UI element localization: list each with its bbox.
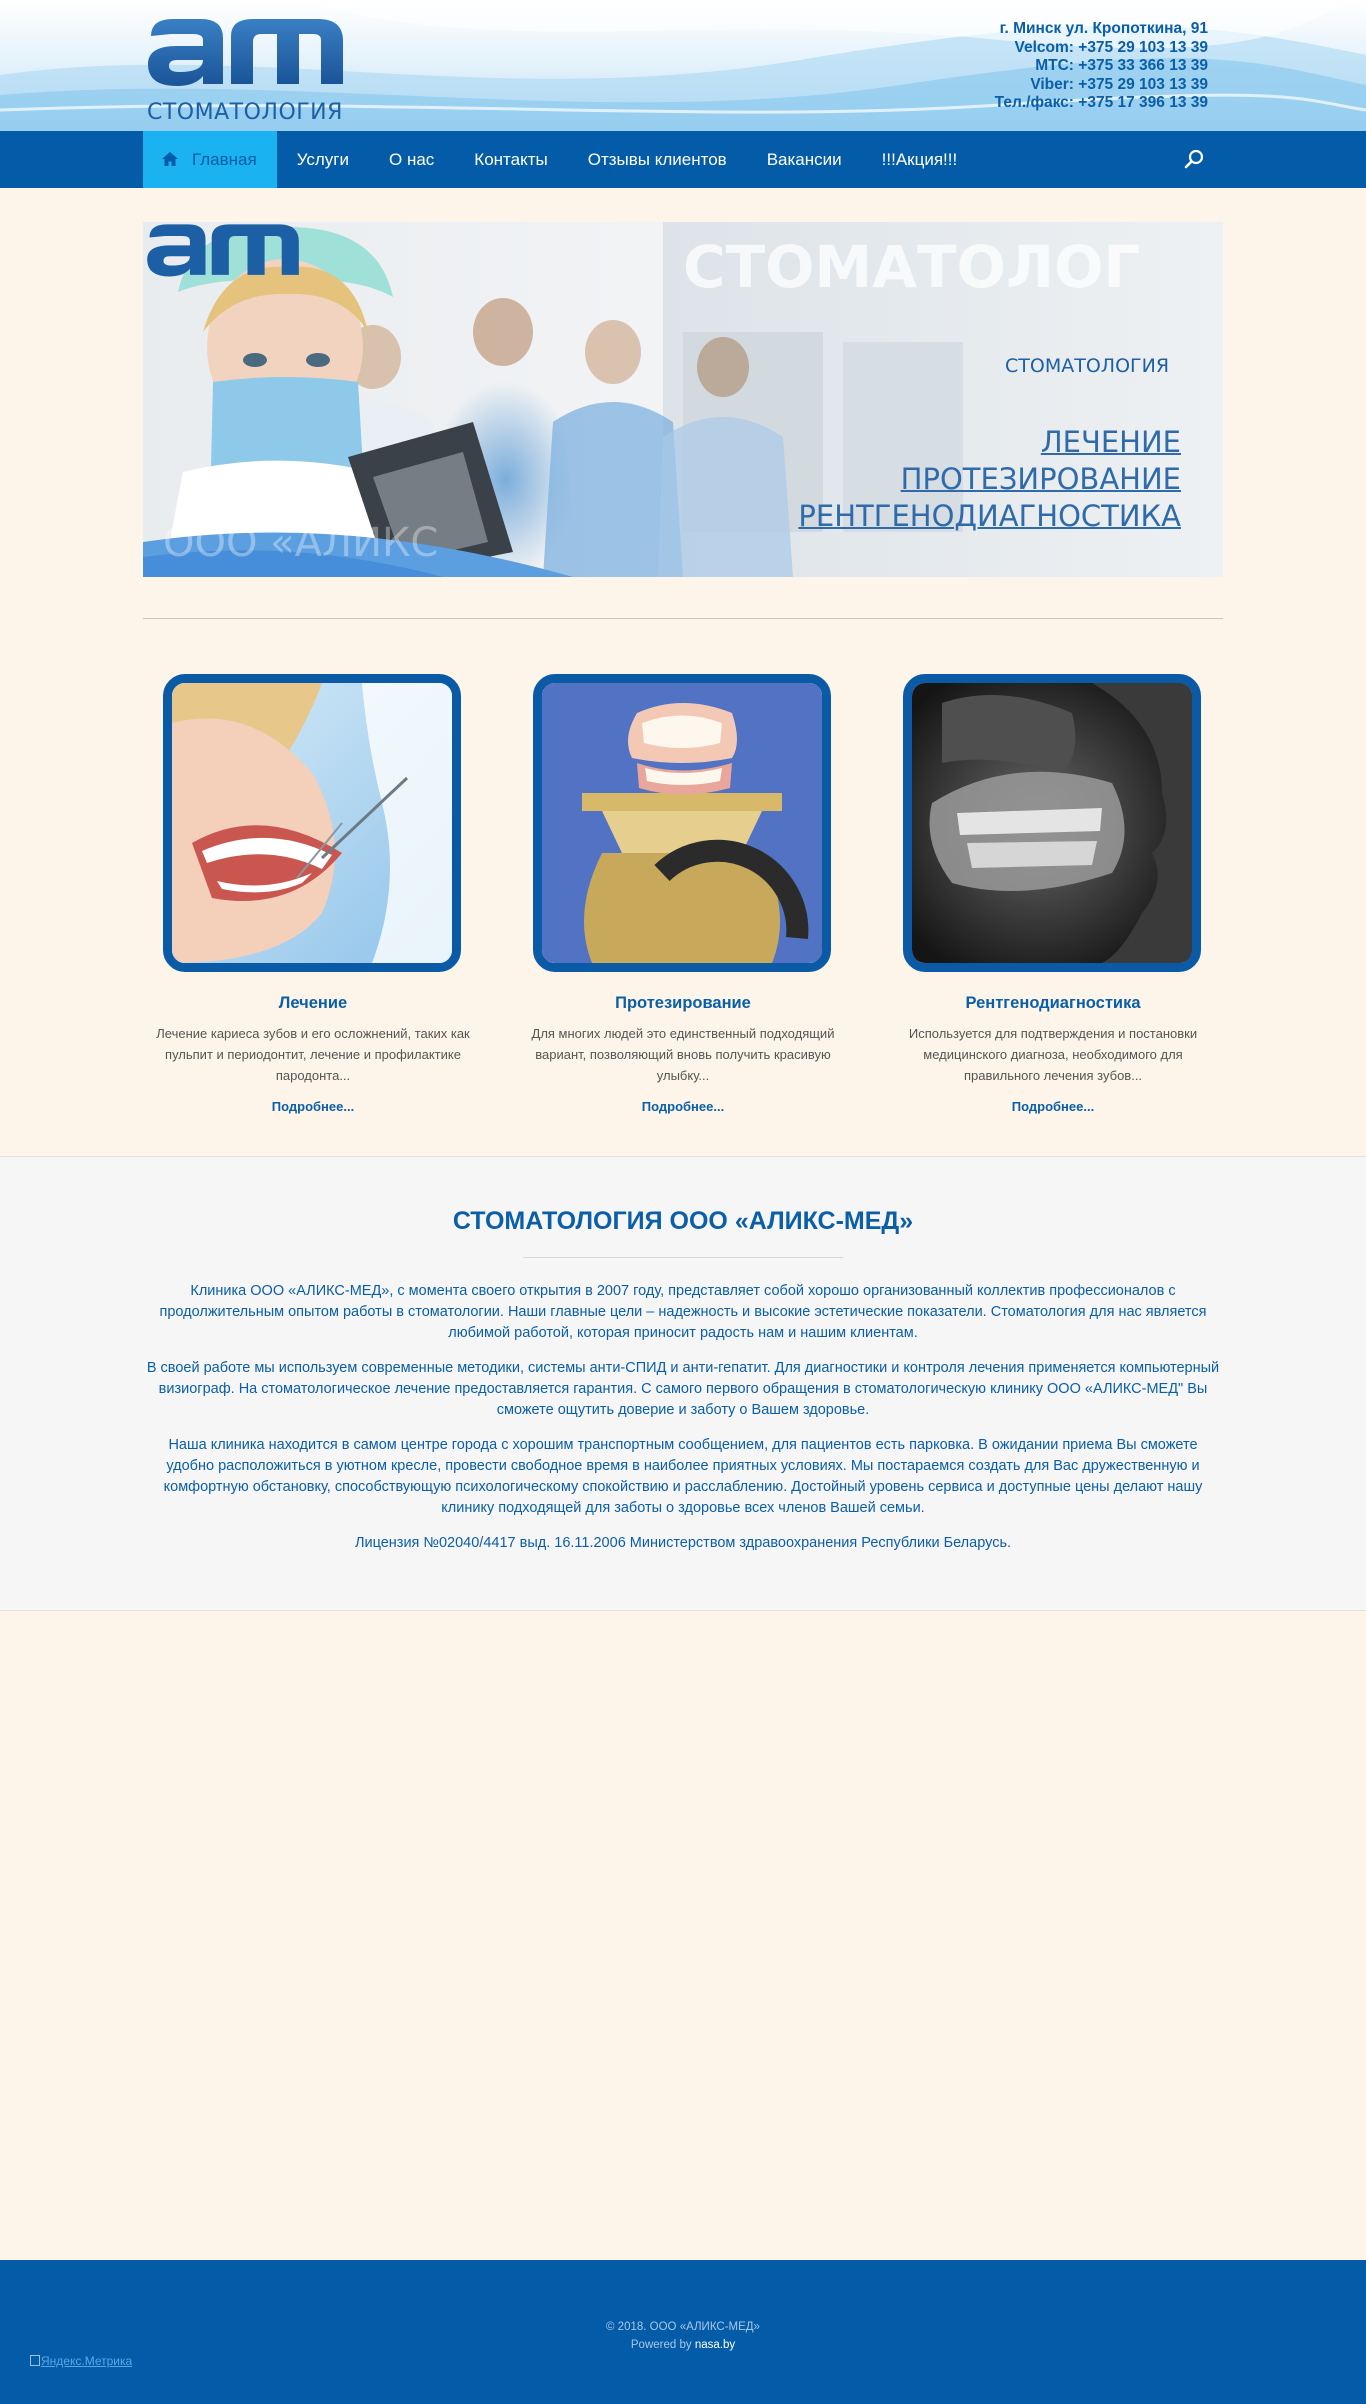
service-more-xray[interactable]: Подробнее... <box>1011 1099 1095 1114</box>
nav-item-promo[interactable]: !!!Акция!!! <box>881 150 958 169</box>
powered-prefix: Powered by <box>630 2339 692 2351</box>
hero-logo <box>143 222 303 292</box>
hero-banner[interactable] <box>143 222 1223 577</box>
contact-velcom: Velcom: +375 29 103 13 39 <box>1014 38 1208 56</box>
nav-item-reviews[interactable]: Отзывы клиентов <box>587 150 727 169</box>
about-license: Лицензия №02040/4417 выд. 16.11.2006 Министерством здравоохранения Республики Беларусь. <box>354 1535 1012 1551</box>
hero-logo-subtitle: СТОМАТОЛОГИЯ <box>1005 355 1170 377</box>
nav-item-vacancies[interactable]: Вакансии <box>766 150 842 169</box>
nav-item-services[interactable]: Услуги <box>296 150 349 169</box>
service-image-xray[interactable] <box>903 674 1201 972</box>
service-desc-treatment: Лечение кариеса зубов и его осложнений, таких как пульпит и периодонтит, лечение и профилактике пародонта... <box>156 1026 470 1083</box>
about-paragraph: Наша клиника находится в самом центре города с хорошим транспортным сообщением, для пациентов есть парковка. В ожидании приема Вы сможете удобно расположиться в уютном кресле, провести свободное время в наиболее приятных условиях. Мы постараемся создать для Вас дружественную и комфортную обстановку, способствующую психологическому спокойствию и расслаблению. Достойный уровень сервиса и доступные цены делают нашу клинику подходящей для заботы о здоровье всех членов Вашей семьи. <box>163 1437 1203 1516</box>
about-title-underline <box>523 1257 843 1258</box>
site-footer <box>0 2260 1366 2404</box>
hero-line-xray: РЕНТГЕНОДИАГНОСТИКА <box>798 499 1181 533</box>
broken-image-icon <box>30 2355 40 2366</box>
service-image-prosthetics[interactable] <box>533 674 831 972</box>
service-title-prosthetics[interactable]: Протезирование <box>615 994 751 1012</box>
contact-viber: Viber: +375 29 103 13 39 <box>1030 75 1208 93</box>
service-title-xray[interactable]: Рентгенодиагностика <box>965 994 1141 1012</box>
nav-item-home[interactable] <box>143 131 277 188</box>
nav-item-about[interactable]: О нас <box>389 150 435 169</box>
yandex-metrika-badge[interactable] <box>30 2354 132 2368</box>
footer-powered <box>0 2339 1366 2351</box>
service-image-treatment[interactable] <box>163 674 461 972</box>
contact-fax: Тел./факс: +375 17 396 13 39 <box>994 94 1208 111</box>
about-text <box>143 1281 1223 1568</box>
header-contacts <box>995 20 1208 113</box>
powered-link[interactable]: nasa.by <box>694 2339 736 2351</box>
service-more-treatment[interactable]: Подробнее... <box>271 1099 355 1114</box>
footer-copyright: © 2018. ООО «АЛИКС-МЕД» <box>606 2321 760 2333</box>
nav-item-contacts[interactable]: Контакты <box>474 150 548 169</box>
section-divider <box>143 618 1223 619</box>
service-more-prosthetics[interactable]: Подробнее... <box>641 1099 725 1114</box>
about-section <box>0 1156 1366 1611</box>
site-header <box>0 0 1366 131</box>
home-icon <box>162 152 178 166</box>
contact-address: г. Минск ул. Кропоткина, 91 <box>999 20 1208 37</box>
contact-mts: МТС: +375 33 366 13 39 <box>1035 57 1208 74</box>
metrika-alt-text: Яндекс.Метрика <box>41 2354 133 2368</box>
hero-watermark: ООО «АЛИКС <box>163 520 439 566</box>
main-navigation <box>0 131 1366 188</box>
nav-item-label: Главная <box>192 150 257 169</box>
service-title-treatment[interactable]: Лечение <box>278 994 348 1012</box>
hero-line-treatment: ЛЕЧЕНИЕ <box>1040 425 1181 459</box>
service-desc-prosthetics: Для многих людей это единственный подходящий вариант, позволяющий вновь получить красивую улыбку... <box>531 1026 835 1083</box>
search-icon[interactable] <box>1180 146 1208 174</box>
about-paragraph: Клиника ООО «АЛИКС-МЕД», с момента своего открытия в 2007 году, представляет собой хорошо организованный коллектив профессионалов с продолжительным опытом работы в стоматологии. Наши главные цели – надежность и высокие эстетические показатели. Стоматология для нас является любимой работой, которая приносит радость нам и нашим клиентам. <box>159 1283 1207 1341</box>
hero-headline <box>798 424 1181 535</box>
about-paragraph: В своей работе мы используем современные методики, системы анти-СПИД и анти-гепатит. Для диагностики и контроля лечения применяется компьютерный визиограф. На стоматологическое лечение предоставляется гарантия. С самого первого обращения в стоматологическую клинику ООО «АЛИКС-МЕД" Вы сможете ощутить доверие и заботу о Вашем здоровье. <box>146 1360 1220 1418</box>
hero-line-prosthetics: ПРОТЕЗИРОВАНИЕ <box>900 462 1181 496</box>
service-desc-xray: Используется для подтверждения и постановки медицинского диагноза, необходимого для правильного лечения зубов... <box>908 1026 1198 1083</box>
about-title: СТОМАТОЛОГИЯ ООО «АЛИКС-МЕД» <box>452 1207 914 1235</box>
logo-subtitle: СТОМАТОЛОГИЯ <box>147 100 343 125</box>
hero-building-sign: СТОМАТОЛОГ <box>683 233 1141 301</box>
